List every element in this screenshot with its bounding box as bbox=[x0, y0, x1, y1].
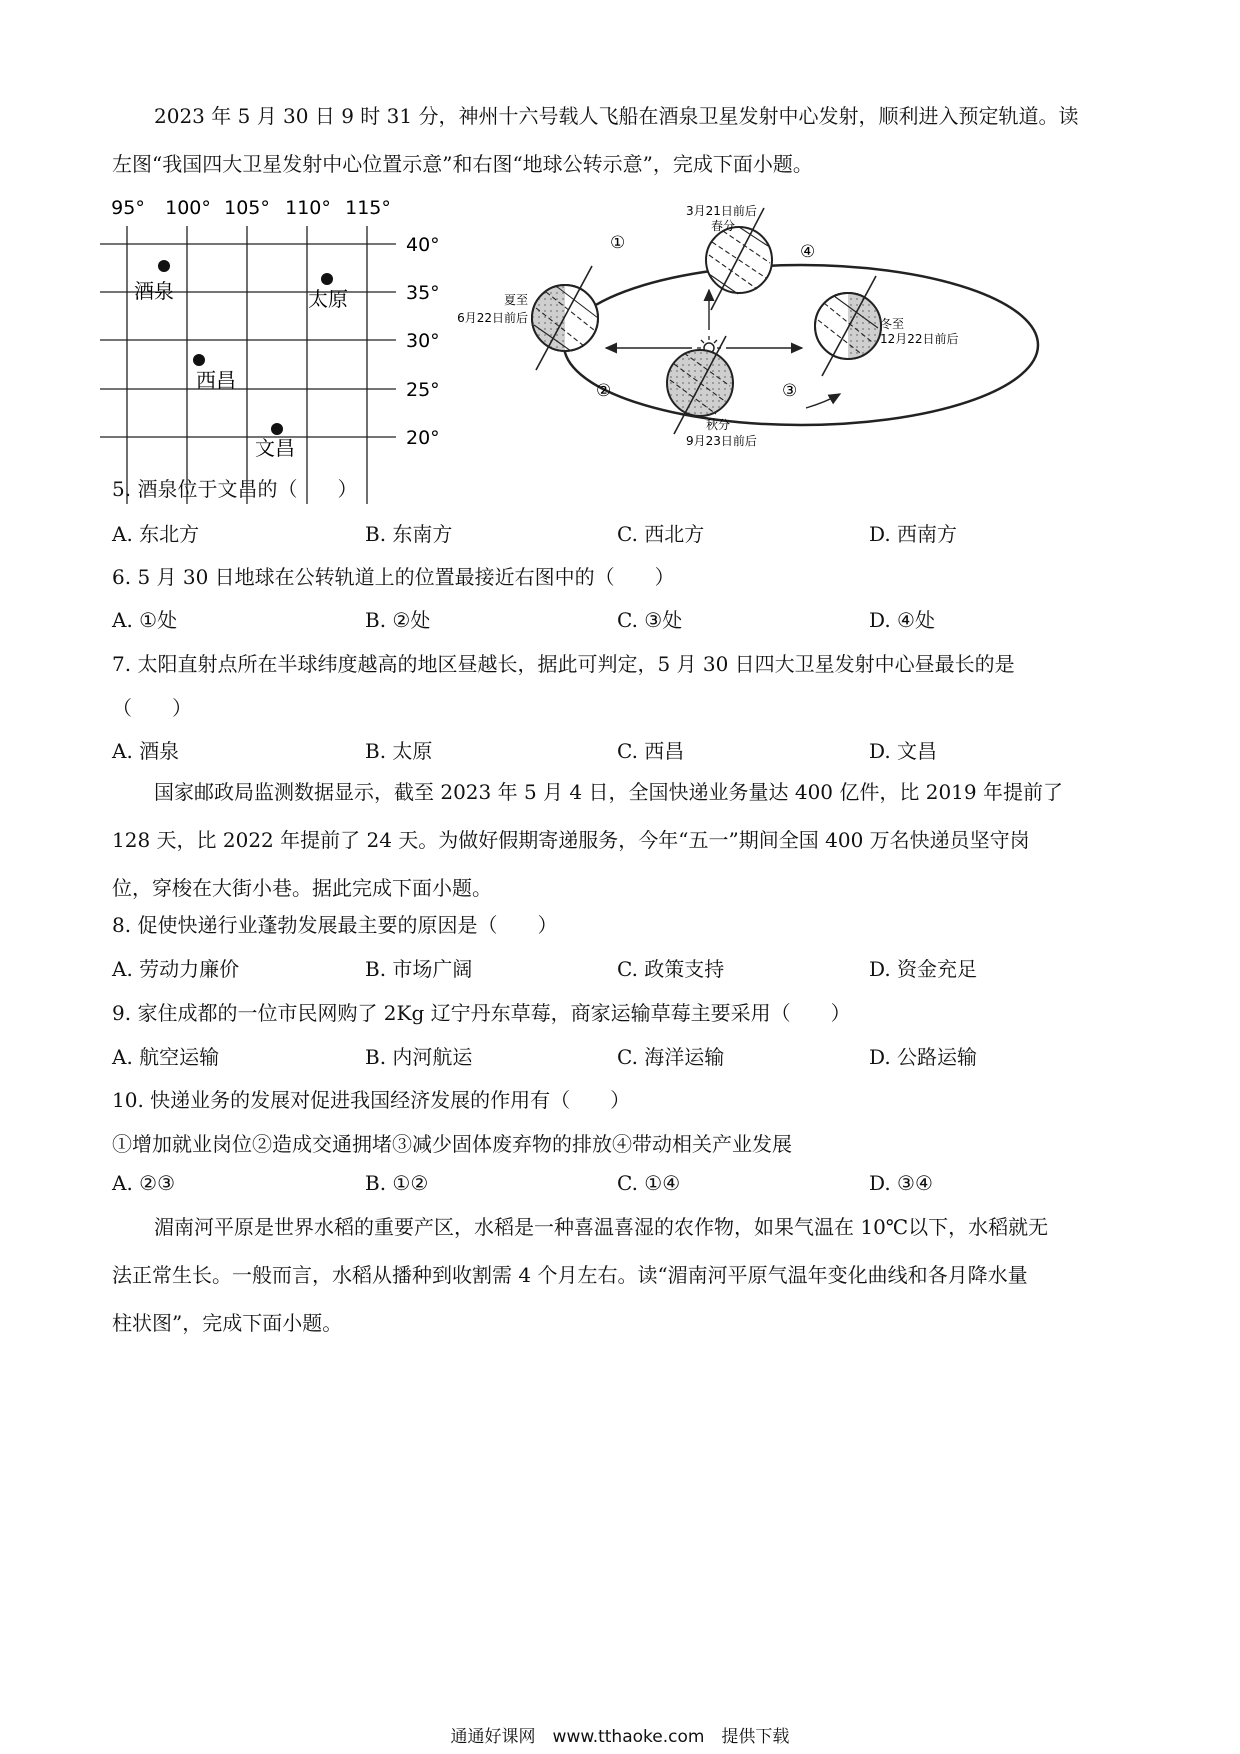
marker-2: ② bbox=[596, 381, 612, 401]
question-10-stem: 10. 快递业务的发展对促进我国经济发展的作用有（ ） bbox=[112, 1088, 631, 1112]
question-8-option-d[interactable]: D. 资金充足 bbox=[869, 957, 978, 981]
intro-2-line-1: 国家邮政局监测数据显示，截至 2023 年 5 月 4 日，全国快递业务量达 400 亿件，比 2019 年提前了 bbox=[154, 780, 1063, 804]
question-7-option-b[interactable]: B. 太原 bbox=[365, 739, 433, 763]
question-6-option-a[interactable]: A. ①处 bbox=[112, 608, 178, 632]
winter-date-label: 12月22日前后 bbox=[880, 332, 959, 346]
question-6-stem: 6. 5 月 30 日地球在公转轨道上的位置最接近右图中的（ ） bbox=[112, 565, 675, 589]
question-8-option-c[interactable]: C. 政策支持 bbox=[617, 957, 725, 981]
question-5-option-d[interactable]: D. 西南方 bbox=[869, 522, 958, 546]
question-10-option-b[interactable]: B. ①② bbox=[365, 1171, 429, 1195]
autumn-date-label: 9月23日前后 bbox=[686, 434, 757, 448]
lat-label-20: 20° bbox=[406, 427, 440, 449]
question-8-stem: 8. 促使快递行业蓬勃发展最主要的原因是（ ） bbox=[112, 913, 558, 937]
intro-3-line-2: 法正常生长。一般而言，水稻从播种到收割需 4 个月左右。读“湄南河平原气温年变化曲线和各月降水量 bbox=[112, 1263, 1028, 1287]
marker-4: ④ bbox=[800, 242, 816, 262]
earth-winter-solstice bbox=[815, 276, 881, 376]
lat-label-25: 25° bbox=[406, 379, 440, 401]
question-8-option-b[interactable]: B. 市场广阔 bbox=[365, 957, 473, 981]
question-7-stem-continued: （ ） bbox=[112, 696, 192, 720]
winter-name-label: 冬至 bbox=[880, 317, 905, 331]
taiyuan-point bbox=[321, 273, 333, 285]
xichang-label: 西昌 bbox=[196, 368, 236, 392]
question-9-option-c[interactable]: C. 海洋运输 bbox=[617, 1045, 725, 1069]
spring-date-label: 3月21日前后 bbox=[686, 204, 757, 218]
marker-3: ③ bbox=[782, 381, 798, 401]
question-5-option-b[interactable]: B. 东南方 bbox=[365, 522, 453, 546]
marker-1: ① bbox=[610, 233, 626, 253]
wenchang-label: 文昌 bbox=[255, 436, 295, 460]
question-9-option-b[interactable]: B. 内河航运 bbox=[365, 1045, 473, 1069]
lon-label-105: 105° bbox=[224, 197, 270, 219]
question-7-option-c[interactable]: C. 西昌 bbox=[617, 739, 685, 763]
question-6-option-d[interactable]: D. ④处 bbox=[869, 608, 935, 632]
lon-label-110: 110° bbox=[285, 197, 331, 219]
question-8-option-a[interactable]: A. 劳动力廉价 bbox=[112, 957, 240, 981]
question-10-option-d[interactable]: D. ③④ bbox=[869, 1171, 933, 1195]
intro-3-line-1: 湄南河平原是世界水稻的重要产区，水稻是一种喜温喜湿的农作物，如果气温在 10℃以下，水稻就无 bbox=[154, 1215, 1049, 1239]
intro-1-line-2: 左图“我国四大卫星发射中心位置示意”和右图“地球公转示意”，完成下面小题。 bbox=[112, 152, 813, 176]
intro-3-line-3: 柱状图”，完成下面小题。 bbox=[112, 1311, 343, 1335]
intro-2-line-2: 128 天，比 2022 年提前了 24 天。为做好假期寄递服务，今年“五一”期间全国 400 万名快递员坚守岗 bbox=[112, 828, 1030, 852]
lat-label-40: 40° bbox=[406, 234, 440, 256]
question-9-option-a[interactable]: A. 航空运输 bbox=[112, 1045, 220, 1069]
summer-date-label: 6月22日前后 bbox=[457, 311, 528, 325]
question-5-stem: 5. 酒泉位于文昌的（ ） bbox=[112, 477, 358, 501]
question-5-option-a[interactable]: A. 东北方 bbox=[112, 522, 200, 546]
earth-revolution-diagram bbox=[457, 200, 1076, 500]
spring-name-label: 春分 bbox=[711, 219, 736, 233]
question-6-option-c[interactable]: C. ③处 bbox=[617, 608, 683, 632]
wenchang-point bbox=[271, 423, 283, 435]
lon-label-115: 115° bbox=[345, 197, 391, 219]
intro-1-line-1: 2023 年 5 月 30 日 9 时 31 分，神州十六号载人飞船在酒泉卫星发射中心发射，顺利进入预定轨道。读 bbox=[154, 104, 1079, 128]
intro-paragraph-2 bbox=[112, 768, 1132, 912]
question-10-items: ①增加就业岗位②造成交通拥堵③减少固体废弃物的排放④带动相关产业发展 bbox=[112, 1132, 792, 1156]
taiyuan-label: 太原 bbox=[308, 287, 348, 311]
question-9-option-d[interactable]: D. 公路运输 bbox=[869, 1045, 978, 1069]
page-footer: 通通好课网 www.tthaoke.com 提供下载 bbox=[450, 1727, 790, 1747]
question-5-option-c[interactable]: C. 西北方 bbox=[617, 522, 705, 546]
summer-name-label: 夏至 bbox=[503, 293, 528, 307]
map-grid bbox=[100, 226, 396, 504]
jiuquan-point bbox=[158, 260, 170, 272]
lon-label-95: 95° bbox=[111, 197, 145, 219]
intro-paragraph-1 bbox=[112, 92, 1132, 188]
question-6-option-b[interactable]: B. ②处 bbox=[365, 608, 431, 632]
intro-paragraph-3 bbox=[112, 1203, 1132, 1347]
intro-2-line-3: 位，穿梭在大街小巷。据此完成下面小题。 bbox=[112, 876, 492, 900]
orbit-ellipse bbox=[564, 265, 1038, 425]
question-7-option-d[interactable]: D. 文昌 bbox=[869, 739, 938, 763]
question-9-stem: 9. 家住成都的一位市民网购了 2Kg 辽宁丹东草莓，商家运输草莓主要采用（ ） bbox=[112, 1001, 851, 1025]
xichang-point bbox=[193, 354, 205, 366]
question-10-option-a[interactable]: A. ②③ bbox=[112, 1171, 176, 1195]
lat-label-30: 30° bbox=[406, 330, 440, 352]
revolution-direction-arrow bbox=[806, 394, 840, 408]
autumn-name-label: 秋分 bbox=[706, 418, 731, 432]
lat-label-35: 35° bbox=[406, 282, 440, 304]
question-7-stem: 7. 太阳直射点所在半球纬度越高的地区昼越长，据此可判定，5 月 30 日四大卫星发射中心昼最长的是 bbox=[112, 652, 1015, 676]
question-10-option-c[interactable]: C. ①④ bbox=[617, 1171, 681, 1195]
question-7-option-a[interactable]: A. 酒泉 bbox=[112, 739, 180, 763]
lon-label-100: 100° bbox=[165, 197, 211, 219]
launch-center-map bbox=[100, 192, 520, 512]
jiuquan-label: 酒泉 bbox=[134, 279, 174, 303]
